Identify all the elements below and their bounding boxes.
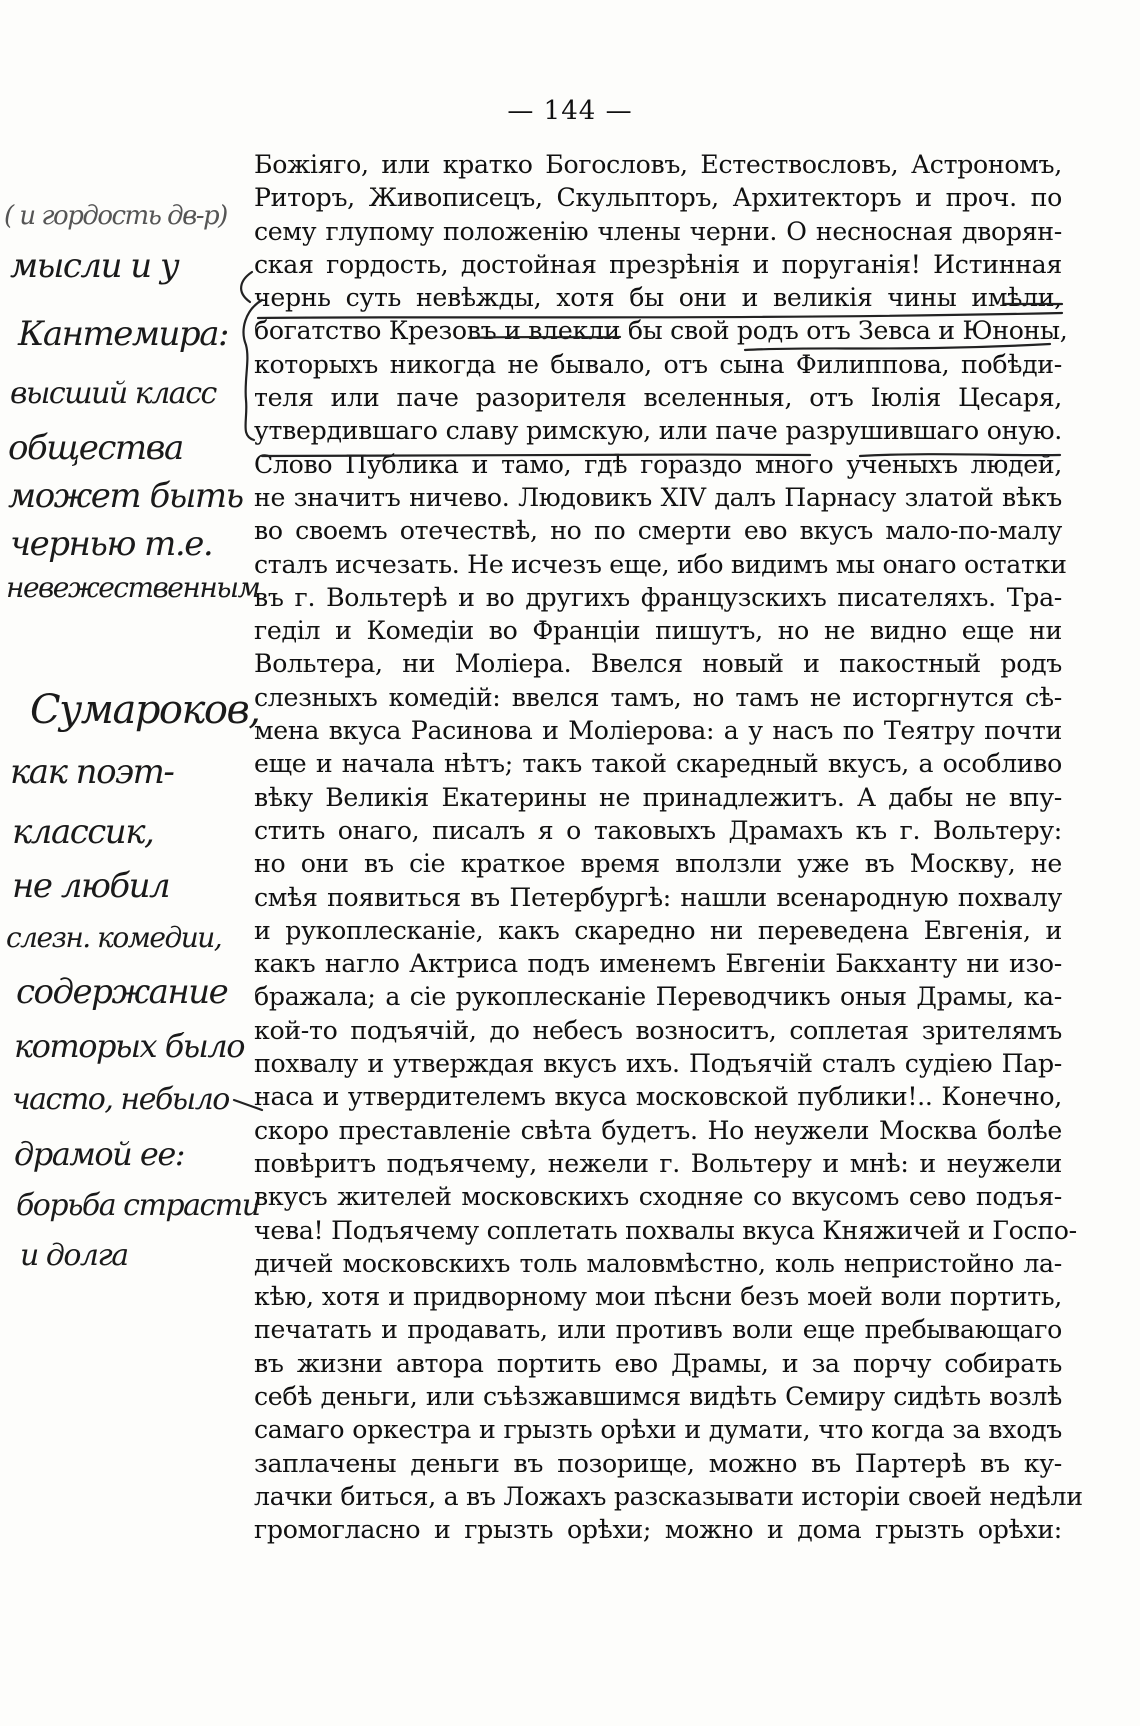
- text-line: богатство Крезовъ и влекли бы свой родъ отъ Зевса и Юноны,: [254, 316, 1068, 346]
- text-line: себѣ деньги, или съѣзжавшимся видѣть Семиру сидѣть возлѣ: [254, 1381, 1062, 1411]
- text-line: но они въ сіе краткое время вползли уже въ Москву, не: [254, 849, 1062, 879]
- margin-note-line: мысли и у: [10, 246, 179, 286]
- margin-note-line: драмой ее:: [14, 1135, 185, 1173]
- text-line: ская гордость, достойная презрѣнія и поруганія! Истинная: [254, 249, 1062, 279]
- text-line: Риторъ, Живописецъ, Скульпторъ, Архитекторъ и проч. по: [254, 183, 1062, 213]
- text-line: заплачены деньги въ позорище, можно въ Партерѣ въ ку-: [254, 1448, 1062, 1478]
- text-line: слезныхъ комедій: ввелся тамъ, но тамъ не исторгнутся сѣ-: [254, 682, 1062, 712]
- margin-note-line: содержание: [16, 972, 228, 1012]
- margin-note-line: общества: [8, 428, 183, 468]
- printed-text-block: [254, 148, 1083, 1546]
- margin-note-line: и долга: [20, 1238, 128, 1273]
- text-line: не значитъ ничево. Людовикъ XIV далъ Парнасу златой вѣкъ: [254, 482, 1062, 512]
- text-line: кой-то подъячій, до небесъ возноситъ, соплетая зрителямъ: [254, 1015, 1062, 1045]
- margin-note-line: Сумароков,: [30, 687, 260, 733]
- margin-note-line: классик,: [12, 812, 154, 852]
- margin-note-line: которых было: [14, 1027, 244, 1065]
- text-line: сталъ исчезать. Не исчезъ еще, ибо видимъ мы онаго остатки: [254, 549, 1067, 579]
- text-line: громогласно и грызть орѣхи; можно и дома грызть орѣхи:: [254, 1515, 1062, 1545]
- text-line: наса и утвердителемъ вкуса московской публики!.. Конечно,: [254, 1082, 1062, 1112]
- text-line: печатать и продавать, или противъ воли еще пребывающаго: [254, 1315, 1062, 1345]
- margin-note-line: часто, небыло: [12, 1082, 229, 1117]
- text-line: лачки биться, а въ Ложахъ разсказывати исторіи своей недѣли: [254, 1481, 1083, 1511]
- text-line: во своемъ отечествѣ, но по смерти ево вкусъ мало-по-малу: [254, 516, 1062, 546]
- margin-note-line: может быть: [8, 476, 243, 516]
- text-line: скоро преставленіе свѣта будетъ. Но неужели Москва болѣе: [254, 1115, 1062, 1145]
- text-line: вкусъ жителей московскихъ сходняе со вкусомъ сево подъя-: [254, 1182, 1062, 1212]
- text-line: дичей московскихъ толь маловмѣстно, коль непристойно ла-: [254, 1248, 1062, 1278]
- handwritten-marginalia: [0, 0, 260, 1726]
- margin-note-line: ( и гордость дв-р): [4, 201, 227, 231]
- margin-note-line: борьба страсти: [16, 1188, 260, 1223]
- margin-note-line: как поэт-: [10, 752, 174, 792]
- text-line: въ г. Вольтерѣ и во другихъ французскихъ писателяхъ. Тра-: [254, 582, 1062, 612]
- margin-note-line: невежественным: [6, 571, 260, 604]
- text-line: чева! Подъячему соплетать похвалы вкуса Княжичей и Госпо-: [254, 1215, 1077, 1245]
- margin-note-line: высший класс: [10, 376, 216, 411]
- margin-note-line: Кантемира:: [18, 314, 228, 354]
- page-number: — 144 —: [507, 96, 633, 126]
- text-line: мена вкуса Расинова и Моліерова: а у насъ по Тeятру почти: [254, 716, 1062, 746]
- text-line: геділ и Комедіи во Франціи пишутъ, но не видно еще ни: [254, 616, 1062, 646]
- text-line: кѣю, хотя и придворному мои пѣсни безъ моей воли портить,: [254, 1282, 1062, 1312]
- text-line: чернь суть невѣжды, хотя бы они и великія чины имѣли,: [254, 283, 1062, 313]
- text-line: утвердившаго славу римскую, или паче разрушившаго оную.: [254, 416, 1062, 446]
- margin-note-line: чернью т.е.: [10, 524, 213, 564]
- text-line: которыхъ никогда не бывало, отъ сына Филиппова, побѣди-: [254, 349, 1062, 379]
- text-line: какъ нагло Актриса подъ именемъ Евгеніи Бакханту ни изо-: [254, 949, 1062, 979]
- text-line: и рукоплесканіе, какъ скаредно ни переведена Евгенія, и: [254, 915, 1062, 945]
- margin-note-line: не любил: [12, 866, 170, 906]
- text-line: повѣритъ подъячему, нежели г. Вольтеру и мнѣ: и неужели: [254, 1148, 1062, 1178]
- text-line: бражала; а сіе рукоплесканіе Переводчикъ оныя Драмы, ка-: [254, 982, 1062, 1012]
- text-line: вѣку Великія Екатерины не принадлежитъ. А дабы не впу-: [254, 782, 1062, 812]
- text-line: похвалу и утверждая вкусъ ихъ. Подъячій сталъ судіею Пар-: [254, 1049, 1062, 1079]
- text-line: Божіяго, или кратко Богословъ, Естествословъ, Астрономъ,: [254, 150, 1062, 179]
- text-line: смѣя появиться въ Петербургѣ: нашли всенародную похвалу: [254, 882, 1062, 912]
- text-line: самаго оркестра и грызть орѣхи и думати, что когда за входъ: [254, 1415, 1062, 1445]
- text-line: Вольтера, ни Моліера. Ввелся новый и пакостный родъ: [254, 649, 1062, 679]
- text-line: еще и начала нѣтъ; такъ такой скаредный вкусъ, а особливо: [254, 749, 1062, 779]
- text-line: стить онаго, писалъ я о таковыхъ Драмахъ къ г. Вольтеру:: [254, 815, 1062, 845]
- text-line: Слово Публика и тамо, гдѣ гораздо много ученыхъ людей,: [254, 449, 1062, 479]
- text-line: въ жизни автора портить ево Драмы, и за порчу собирать: [254, 1348, 1062, 1378]
- text-line: теля или паче разорителя вселенныя, отъ Іюлія Цесаря,: [254, 383, 1062, 413]
- margin-note-line: слезн. комедии,: [6, 921, 222, 954]
- text-line: сему глупому положенію члены черни. О несносная дворян-: [254, 216, 1062, 246]
